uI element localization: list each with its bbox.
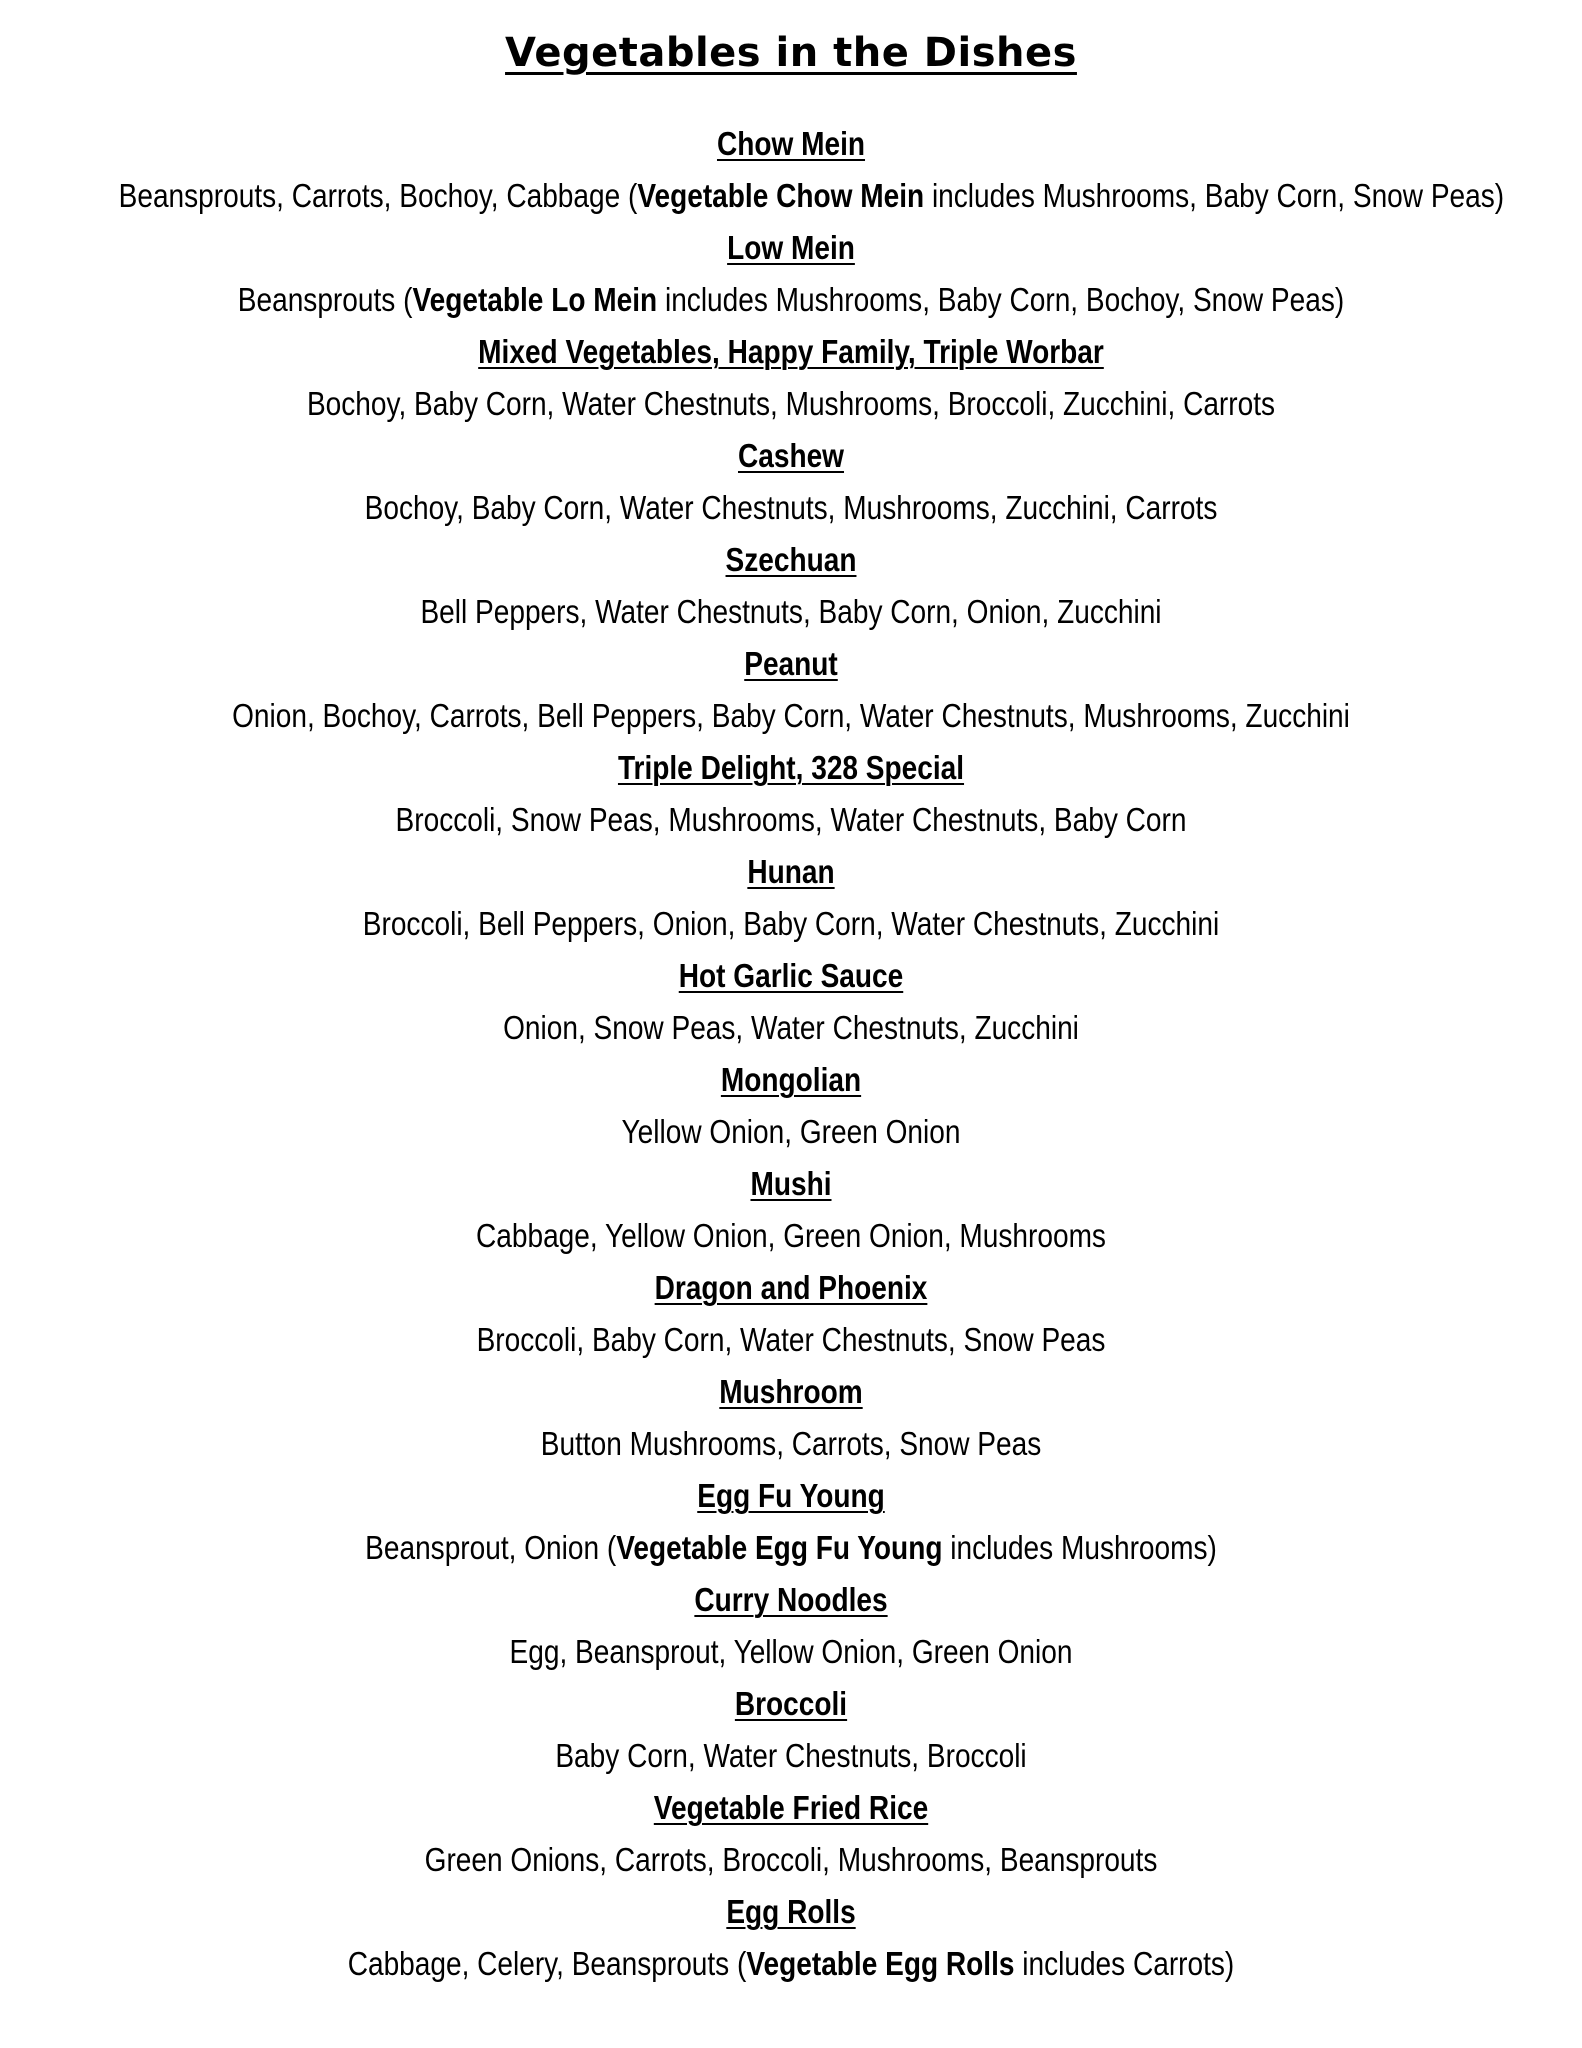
page-title: Vegetables in the Dishes (505, 30, 1077, 76)
dish-name: Curry Noodles (694, 1581, 888, 1618)
variant-prefix: ( (395, 281, 413, 318)
vegetable-list (118, 170, 1505, 222)
dish-section (0, 430, 1582, 534)
variant-text: includes Mushrooms) (942, 1529, 1217, 1566)
variant-prefix: ( (620, 177, 638, 214)
dish-section (0, 950, 1582, 1054)
vegetable-list: Green Onions, Carrots, Broccoli, Mushrooms, Beansprouts (424, 1841, 1158, 1878)
vegetable-list: Onion, Bochoy, Carrots, Bell Peppers, Baby Corn, Water Chestnuts, Mushrooms, Zucchini (232, 697, 1350, 734)
dish-section (0, 638, 1582, 742)
dish-section (0, 1782, 1582, 1886)
dish-name: Mixed Vegetables, Happy Family, Triple Worbar (478, 333, 1104, 370)
variant-text: includes Carrots) (1014, 1945, 1235, 1982)
vegetable-list (119, 1938, 1464, 1990)
variant-name: Vegetable Lo Mein (412, 281, 658, 318)
dish-section (0, 1886, 1582, 1990)
variant-text: includes Mushrooms, Baby Corn, Bochoy, Snow Peas) (657, 281, 1345, 318)
vegetable-list: Broccoli, Bell Peppers, Onion, Baby Corn, Water Chestnuts, Zucchini (362, 905, 1220, 942)
dish-name: Low Mein (727, 229, 855, 266)
dish-name: Chow Mein (716, 125, 866, 162)
variant-prefix: ( (729, 1945, 747, 1982)
vegetable-list: Onion, Snow Peas, Water Chestnuts, Zucchini (503, 1009, 1079, 1046)
dish-name: Broccoli (734, 1685, 848, 1722)
dish-name: Peanut (744, 645, 838, 682)
dish-name: Hunan (747, 853, 835, 890)
dish-section (0, 1574, 1582, 1678)
vegetable-list (119, 274, 1464, 326)
dish-section (0, 1054, 1582, 1158)
vegetable-list: Egg, Beansprout, Yellow Onion, Green Onion (509, 1633, 1073, 1670)
vegetables-text: Beansprout, Onion (365, 1529, 600, 1566)
dish-name: Mushi (750, 1165, 832, 1202)
dish-section (0, 1158, 1582, 1262)
dish-section (0, 742, 1582, 846)
dish-section (0, 222, 1582, 326)
dish-section (0, 846, 1582, 950)
dish-section (0, 1470, 1582, 1574)
dish-name: Cashew (737, 437, 845, 474)
variant-text: includes Mushrooms, Baby Corn, Snow Peas) (924, 177, 1505, 214)
dish-section (0, 1678, 1582, 1782)
vegetable-list: Cabbage, Yellow Onion, Green Onion, Mushrooms (476, 1217, 1106, 1254)
vegetable-list (119, 1522, 1464, 1574)
vegetable-list: Yellow Onion, Green Onion (621, 1113, 961, 1150)
vegetable-list: Baby Corn, Water Chestnuts, Broccoli (555, 1737, 1027, 1774)
vegetables-text: Beansprouts, Carrots, Bochoy, Cabbage (118, 177, 621, 214)
dish-name: Vegetable Fried Rice (653, 1789, 929, 1826)
dish-section (0, 534, 1582, 638)
variant-name: Vegetable Egg Rolls (746, 1945, 1015, 1982)
dish-section (0, 1366, 1582, 1470)
dish-list (0, 118, 1582, 1990)
dish-section (0, 1262, 1582, 1366)
dish-name: Egg Fu Young (697, 1477, 885, 1514)
variant-name: Vegetable Chow Mein (637, 177, 925, 214)
vegetable-list: Bochoy, Baby Corn, Water Chestnuts, Mushrooms, Zucchini, Carrots (364, 489, 1218, 526)
vegetables-text: Cabbage, Celery, Beansprouts (347, 1945, 730, 1982)
variant-prefix: ( (599, 1529, 617, 1566)
dish-name: Hot Garlic Sauce (678, 957, 904, 994)
vegetable-list: Broccoli, Baby Corn, Water Chestnuts, Snow Peas (476, 1321, 1106, 1358)
vegetable-list: Button Mushrooms, Carrots, Snow Peas (540, 1425, 1042, 1462)
vegetables-text: Beansprouts (237, 281, 396, 318)
dish-name: Szechuan (725, 541, 857, 578)
vegetable-list: Broccoli, Snow Peas, Mushrooms, Water Chestnuts, Baby Corn (395, 801, 1187, 838)
variant-name: Vegetable Egg Fu Young (616, 1529, 943, 1566)
dish-name: Egg Rolls (726, 1893, 856, 1930)
dish-name: Mongolian (720, 1061, 862, 1098)
dish-name: Triple Delight, 328 Special (617, 749, 965, 786)
dish-section (0, 118, 1582, 222)
vegetable-list: Bell Peppers, Water Chestnuts, Baby Corn, Onion, Zucchini (420, 593, 1162, 630)
vegetable-list: Bochoy, Baby Corn, Water Chestnuts, Mushrooms, Broccoli, Zucchini, Carrots (306, 385, 1276, 422)
dish-section (0, 326, 1582, 430)
dish-name: Dragon and Phoenix (654, 1269, 928, 1306)
dish-name: Mushroom (719, 1373, 863, 1410)
